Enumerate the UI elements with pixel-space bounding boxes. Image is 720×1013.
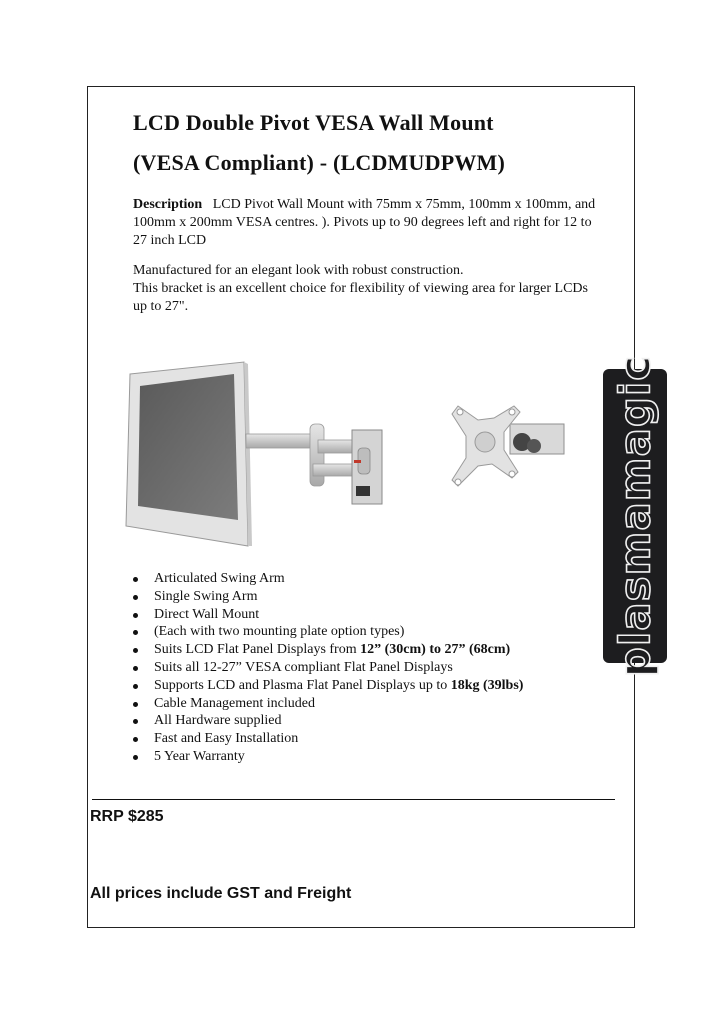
list-item: 5 Year Warranty bbox=[130, 748, 523, 766]
list-item: Supports LCD and Plasma Flat Panel Displays up to 18kg (39lbs) bbox=[130, 677, 523, 695]
list-item: (Each with two mounting plate option types) bbox=[130, 623, 523, 641]
page-subtitle: (VESA Compliant) - (LCDMUDPWM) bbox=[133, 150, 506, 175]
brand-logo bbox=[603, 354, 667, 678]
intro-line-2: This bracket is an excellent choice for flexibility of viewing area for larger LCDs up to 27". bbox=[133, 281, 588, 314]
page-title: LCD Double Pivot VESA Wall Mount bbox=[133, 110, 494, 135]
description-label: Description bbox=[133, 197, 203, 212]
list-item: Articulated Swing Arm bbox=[130, 570, 523, 588]
price-rrp: RRP $285 bbox=[90, 808, 164, 825]
list-item: Suits all 12-27” VESA compliant Flat Panel Displays bbox=[130, 659, 523, 677]
list-item: Fast and Easy Installation bbox=[130, 730, 523, 748]
product-image-swing-arm bbox=[122, 360, 388, 552]
list-item: Direct Wall Mount bbox=[130, 606, 523, 624]
feature-list bbox=[130, 570, 523, 766]
divider bbox=[92, 799, 615, 800]
list-item: Suits LCD Flat Panel Displays from 12” (30cm) to 27” (68cm) bbox=[130, 641, 523, 659]
intro-line-1: Manufactured for an elegant look with robust construction. bbox=[133, 263, 464, 278]
intro-paragraph bbox=[133, 262, 603, 316]
list-item: All Hardware supplied bbox=[130, 712, 523, 730]
description-text: LCD Pivot Wall Mount with 75mm x 75mm, 100mm x 100mm, and 100mm x 200mm VESA centres. ). Pivots up to 90 degrees left and right for 12 to 27 inch LCD bbox=[133, 197, 596, 248]
product-image-vesa-plate bbox=[448, 402, 568, 494]
brand-logo-text: plasmamagic bbox=[610, 354, 660, 678]
price-note: All prices include GST and Freight bbox=[90, 885, 352, 902]
description bbox=[133, 196, 603, 250]
list-item: Cable Management included bbox=[130, 695, 523, 713]
list-item: Single Swing Arm bbox=[130, 588, 523, 606]
